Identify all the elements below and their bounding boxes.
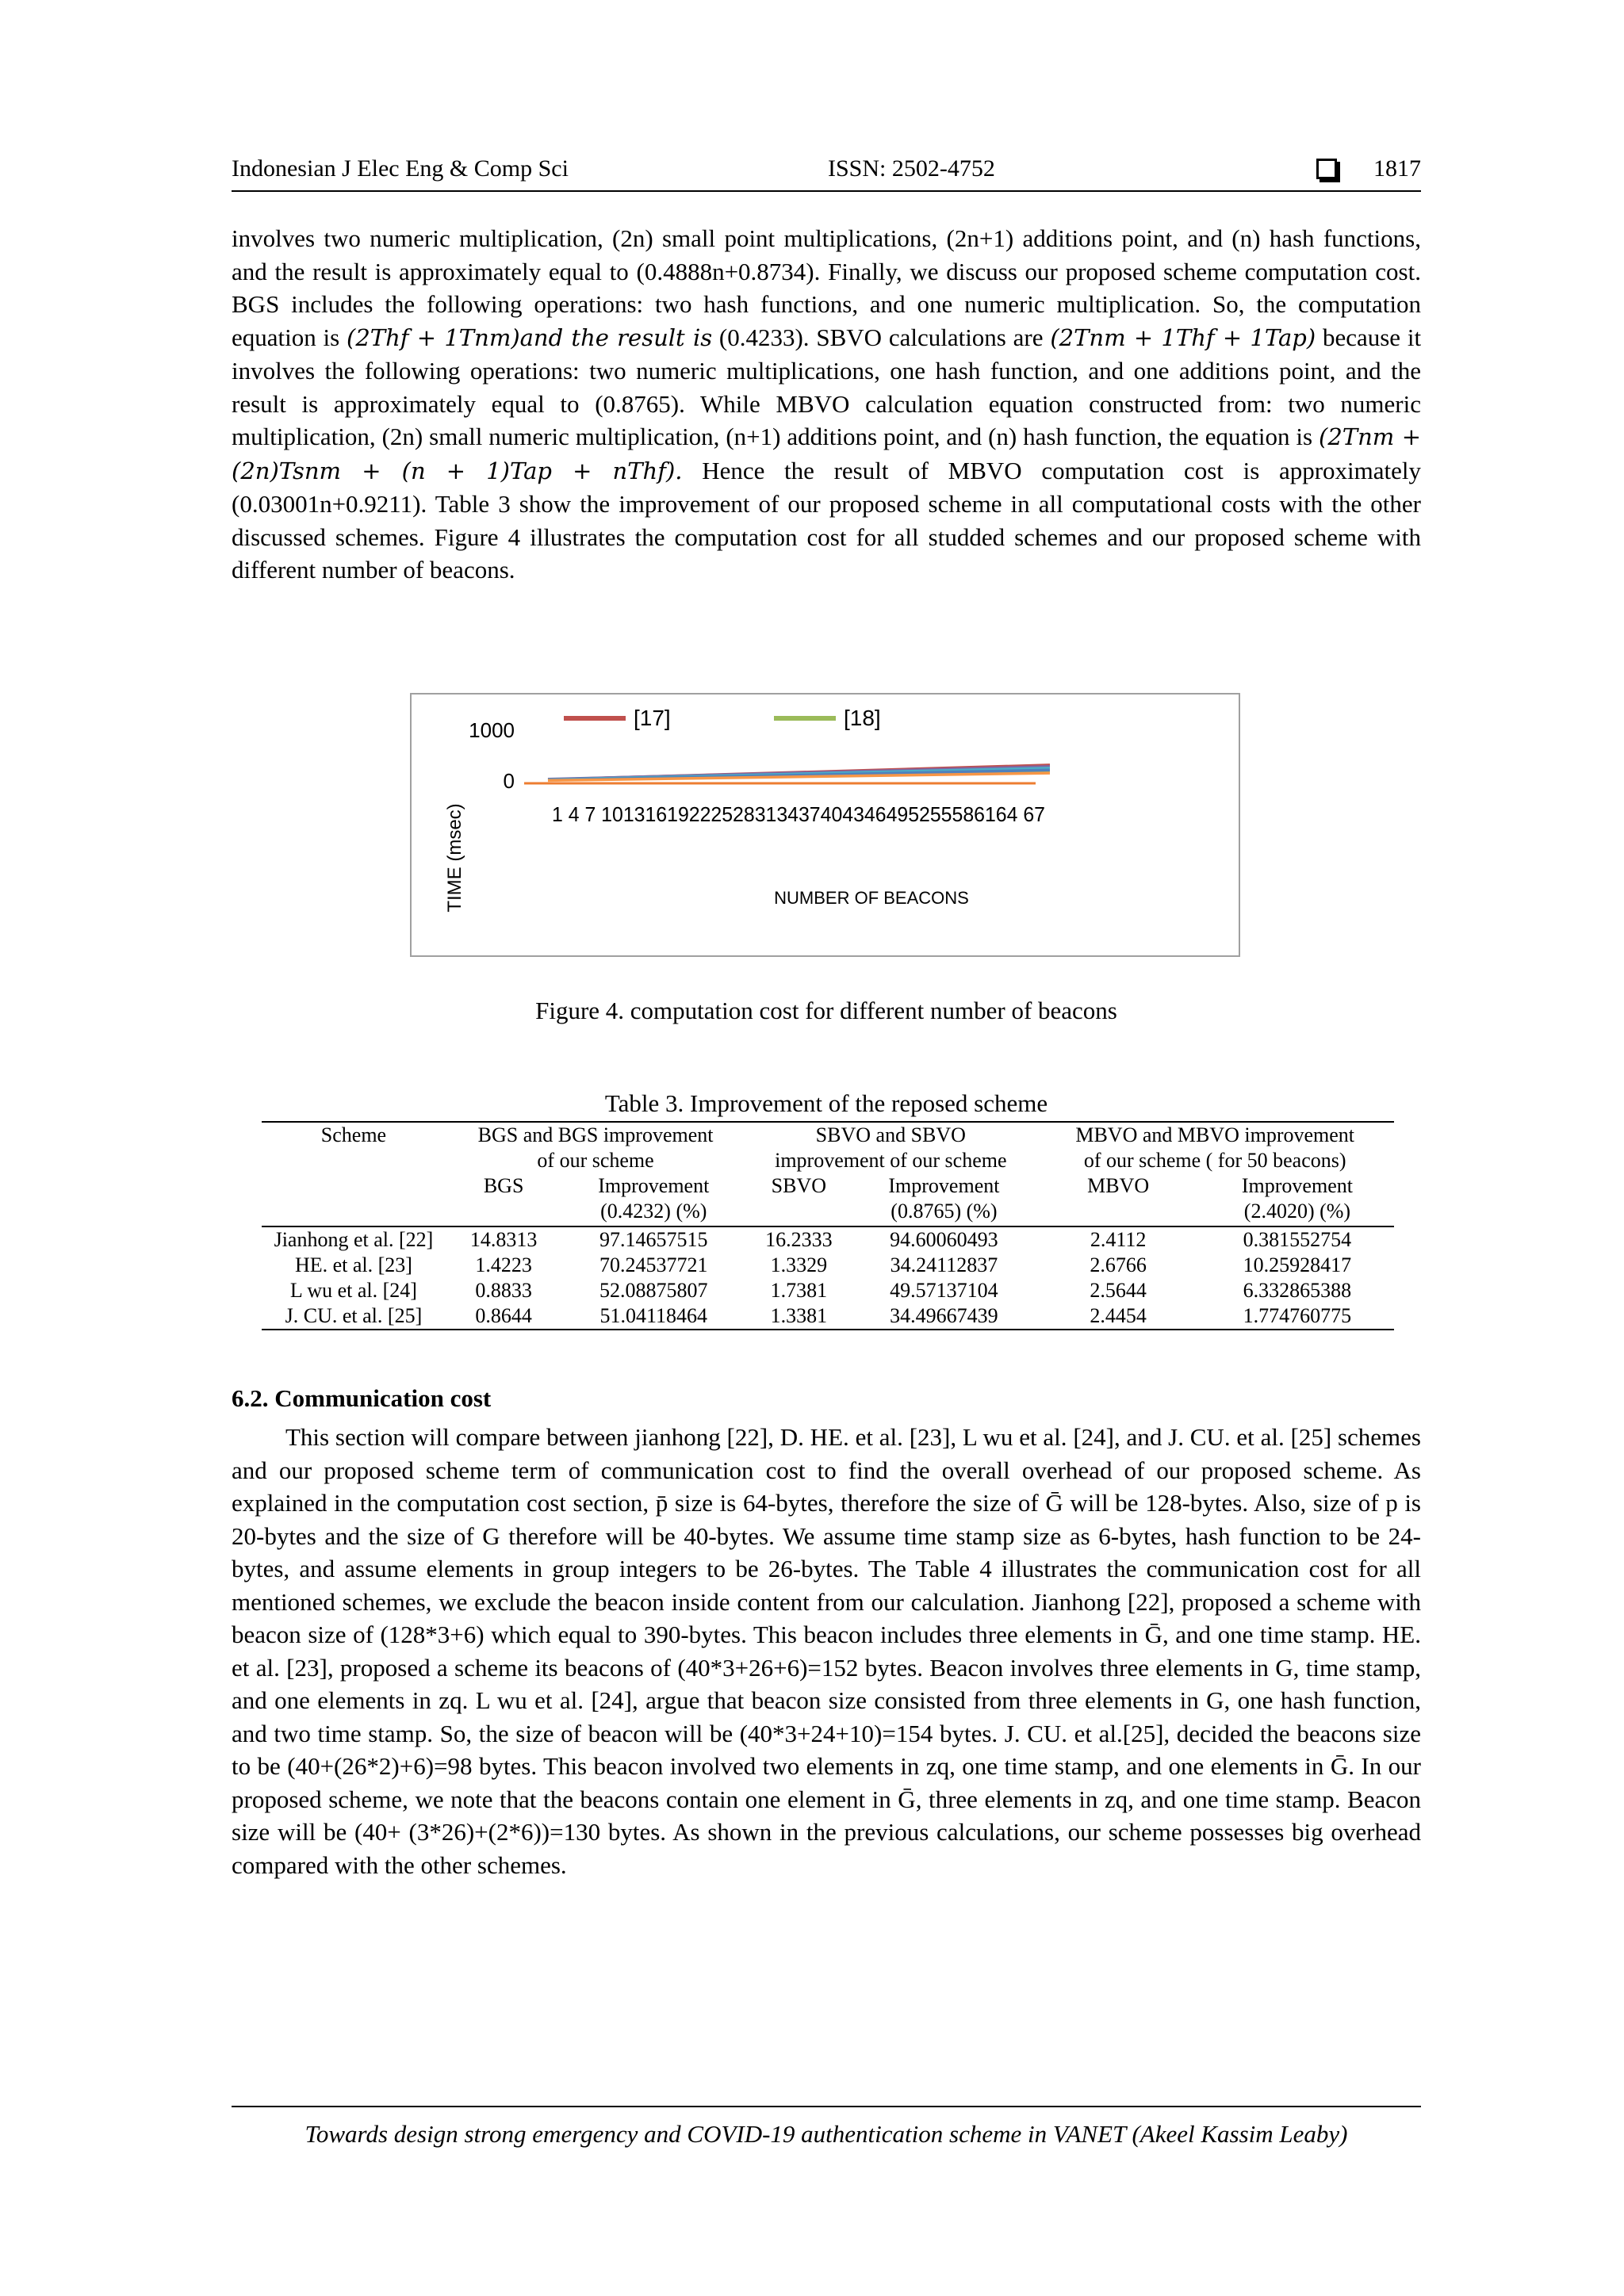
- paragraph-text: (0.4233). SBVO calculations are: [718, 323, 1044, 351]
- header-mbvo-group: [1036, 1122, 1394, 1173]
- page-number: 1817: [1373, 155, 1421, 182]
- issn-label: ISSN: 2502-4752: [828, 155, 995, 182]
- paragraph-text: Hence the result of MBVO computation cost is approximately (0.03001n+0.9211). Table 3 show the improvement of our proposed scheme in all computational costs with the other discussed schemes. Figure 4 illustrates the computation cost for all studded schemes and our proposed scheme with different number of beacons.: [232, 456, 1422, 584]
- header-bgs-improvement-line2: (0.4232) (%): [600, 1200, 707, 1223]
- cell-mbvo: 2.4454: [1036, 1303, 1200, 1330]
- cell-sbvo: 1.3329: [770, 1253, 828, 1276]
- header-bgs-improvement-line1: Improvement: [598, 1174, 710, 1197]
- body-paragraph-communication: [232, 1421, 1421, 1881]
- header-mbvo-improvement-line1: Improvement: [1241, 1174, 1353, 1197]
- paragraph-text: because it involves the following operations: two numeric multiplications, one hash function, and one additions point, and the result is approximately equal to (0.8765). While MBVO calculation equation constructed from: two numeric multiplication, (2n) small numeric multiplication, (n+1) additions point, and (n) hash function, the equation is: [232, 323, 1422, 450]
- cell-sbvo-improvement: 34.49667439: [852, 1303, 1036, 1330]
- cell-mbvo-improvement: 10.25928417: [1243, 1253, 1352, 1276]
- journal-name: Indonesian J Elec Eng & Comp Sci: [232, 155, 569, 182]
- header-bgs-group-line2: of our scheme: [537, 1149, 654, 1172]
- cell-bgs: 14.8313: [469, 1228, 538, 1251]
- checkbox-square-icon: [1316, 159, 1337, 179]
- header-sbvo-group-line2: improvement of our scheme: [775, 1149, 1007, 1172]
- cell-sbvo-improvement: 34.24112837: [890, 1253, 998, 1276]
- table-row: [262, 1303, 1394, 1330]
- table-subheader-row: [262, 1173, 1394, 1226]
- table-row: [262, 1253, 1394, 1278]
- equation-sbvo: (2Tnm + 1Thf + 1Tap): [1050, 323, 1316, 351]
- x-axis-label: NUMBER OF BEACONS: [774, 888, 969, 908]
- header-mbvo-improvement: [1201, 1173, 1394, 1226]
- header-scheme: Scheme: [262, 1122, 446, 1173]
- table-title: Table 3. Improvement of the reposed scheme: [604, 1089, 1048, 1117]
- header-sbvo-group: [745, 1122, 1036, 1173]
- section-heading: 6.2. Communication cost: [232, 1384, 492, 1412]
- cell-mbvo: 2.5644: [1090, 1279, 1147, 1302]
- cell-bgs: 0.8833: [475, 1279, 532, 1302]
- header-bgs-improvement: [561, 1173, 745, 1226]
- y-tick-label: 1000: [469, 718, 515, 742]
- cell-sbvo-improvement: 49.57137104: [890, 1279, 998, 1302]
- body-paragraph-computation: [232, 222, 1421, 587]
- header-mbvo-group-line1: MBVO and MBVO improvement: [1075, 1123, 1355, 1146]
- cell-sbvo: 16.2333: [765, 1228, 833, 1251]
- table-row: [262, 1278, 1394, 1303]
- cell-bgs: 0.8644: [446, 1303, 561, 1330]
- legend-label: [17]: [634, 706, 671, 730]
- header-mbvo: MBVO: [1036, 1173, 1200, 1226]
- cell-mbvo: 2.4112: [1090, 1228, 1147, 1251]
- cell-sbvo: 1.7381: [770, 1279, 828, 1302]
- cell-mbvo-improvement: 1.774760775: [1201, 1303, 1394, 1330]
- header-sbvo-improvement-line1: Improvement: [888, 1174, 1000, 1197]
- running-footer: Towards design strong emergency and COVID-19 authentication scheme in VANET (Akeel Kassim Leaby): [232, 2106, 1421, 2149]
- cell-sbvo: 1.3381: [745, 1303, 852, 1330]
- table-header-row: [262, 1122, 1394, 1173]
- y-axis-label: TIME (msec): [444, 803, 465, 913]
- y-tick-label: 0: [503, 769, 515, 793]
- cell-mbvo-improvement: 6.332865388: [1243, 1279, 1352, 1302]
- running-header: [232, 152, 1421, 192]
- cell-scheme: HE. et al. [23]: [294, 1253, 412, 1276]
- header-bgs-group: [446, 1122, 745, 1173]
- cell-bgs-improvement: 97.14657515: [599, 1228, 708, 1251]
- cell-mbvo: 2.6766: [1090, 1253, 1147, 1276]
- header-bgs-group-line1: BGS and BGS improvement: [477, 1123, 714, 1146]
- header-mbvo-improvement-line2: (2.4020) (%): [1243, 1200, 1351, 1223]
- equation-mbvo: (2Tnm + (2n)Tsnm + (n + 1)Tap + nThf).: [232, 423, 1421, 484]
- table-row: [262, 1226, 1394, 1253]
- header-mbvo-group-line2: of our scheme ( for 50 beacons): [1083, 1149, 1346, 1172]
- header-sbvo-improvement-line2: (0.8765) (%): [891, 1200, 998, 1223]
- cell-scheme: J. CU. et al. [25]: [262, 1303, 446, 1330]
- cell-scheme: Jianhong et al. [22]: [274, 1228, 434, 1251]
- cell-bgs: 1.4223: [475, 1253, 532, 1276]
- header-sbvo-improvement: [852, 1173, 1036, 1226]
- paragraph-text: involves two numeric multiplication, (2n) small point multiplications, (2n+1) additions point, and (n) hash functions, and the result is approximately equal to (0.4888n+0.8734). Finally, we discuss our proposed scheme computation cost. BGS includes the following operations: two hash functions, and one numeric multiplication. So, the computation equation is: [232, 224, 1421, 351]
- header-sbvo-group-line1: SBVO and SBVO: [815, 1123, 966, 1146]
- cell-scheme: L wu et al. [24]: [289, 1279, 417, 1302]
- cell-bgs-improvement: 52.08875807: [599, 1279, 708, 1302]
- cell-bgs-improvement: 70.24537721: [599, 1253, 708, 1276]
- cell-bgs-improvement: 51.04118464: [561, 1303, 745, 1330]
- computation-cost-line-chart: [412, 695, 1239, 955]
- cell-sbvo-improvement: 94.60060493: [890, 1228, 998, 1251]
- header-empty: [262, 1173, 446, 1226]
- header-sbvo: SBVO: [745, 1173, 852, 1226]
- paragraph-text: This section will compare between jianhong [22], D. HE. et al. [23], L wu et al. [24], and J. CU. et al. [25] schemes and our proposed scheme term of communication cost to find the overall overhead of our proposed scheme. As explained in the computation cost section, p̄ size is 64-bytes, therefore the size of Ḡ will be 128-bytes. Also, size of p is 20-bytes and the size of G therefore will be 40-bytes. We assume time stamp size as 6-bytes, hash function to be 24-bytes, and assume elements in group integers to be 26-bytes. The Table 4 illustrates the communication cost for all mentioned schemes, we exclude the beacon inside content from our calculation. Jianhong [22], proposed a scheme with beacon size of (128*3+6) which equal to 390-bytes. This beacon includes three elements in Ḡ, and one time stamp. HE. et al. [23], proposed a scheme its beacons of (40*3+26+6)=152 bytes. Beacon involves three elements in G, time stamp, and one elements in zq. L wu et al. [24], argue that beacon size consisted from three elements in G, one hash function, and two time stamp. So, the size of beacon will be (40*3+24+10)=154 bytes. J. CU. et al.[25], decided the beacons size to be (40+(26*2)+6)=98 bytes. This beacon involved two elements in zq, one time stamp, and one elements in Ḡ. In our proposed scheme, we note that the beacons contain one element in Ḡ, three elements in zq, and one time stamp. Beacon size will be (40+ (3*26)+(2*6))=130 bytes. As shown in the previous calculations, our scheme possesses big overhead compared with the other schemes.: [232, 1423, 1421, 1879]
- figure-caption: Figure 4. computation cost for different number of beacons: [535, 997, 1117, 1024]
- legend-label: [18]: [844, 706, 881, 730]
- cell-mbvo-improvement: 0.381552754: [1243, 1228, 1352, 1251]
- header-bgs: BGS: [446, 1173, 561, 1226]
- x-tick-labels: 1 4 7 10131619222528313437404346495255586164 67: [552, 802, 1045, 826]
- improvement-table: [262, 1121, 1394, 1330]
- equation-bgs: (2Thf + 1Tnm)and the result is: [347, 323, 713, 351]
- figure-4-chart: [410, 693, 1240, 957]
